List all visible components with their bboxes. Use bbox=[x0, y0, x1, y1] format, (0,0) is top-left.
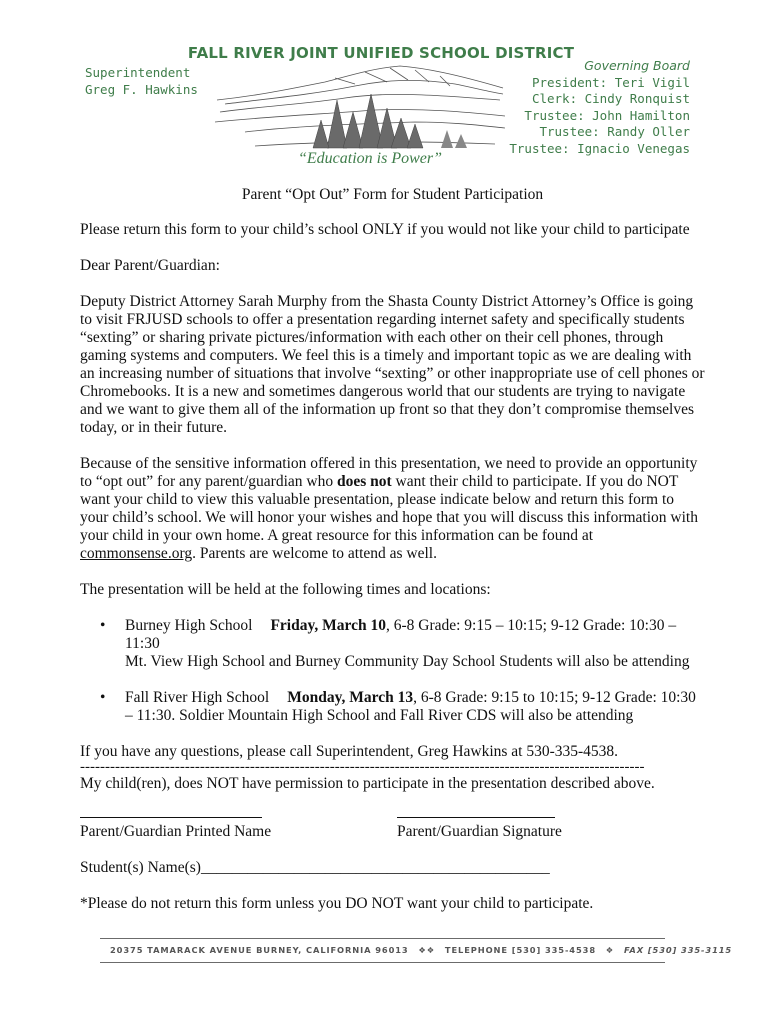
bullet: • bbox=[100, 617, 106, 634]
session-date: Friday, March 10 bbox=[270, 617, 386, 634]
diamond-separator-icon: ❖❖ bbox=[418, 945, 436, 955]
salutation: Dear Parent/Guardian: bbox=[80, 257, 220, 274]
students-name-line[interactable]: _____________________________________________ bbox=[200, 859, 550, 876]
footer-rule-bottom bbox=[100, 962, 665, 963]
signature-row bbox=[80, 803, 705, 855]
mountain-illustration bbox=[215, 60, 505, 157]
district-name: FALL RIVER JOINT UNIFIED SCHOOL DISTRICT bbox=[187, 44, 575, 62]
session-burney bbox=[80, 617, 705, 671]
paragraph-opt-out bbox=[80, 455, 705, 563]
paragraph-opt-out-text: Because of the sensitive information offered in this presentation, we need to provide an opportunity to “opt out” for any parent/guardian who bbox=[80, 455, 698, 490]
printed-name-line[interactable] bbox=[80, 817, 262, 818]
students-names-row bbox=[80, 859, 705, 877]
session-times: , 6-8 Grade: 9:15 to 10:15; 9-12 Grade: 10:30 – 11:30. Soldier Mountain High School and Fall River CDS will also be attending bbox=[125, 689, 696, 724]
locations-intro: The presentation will be held at the following times and locations: bbox=[80, 581, 491, 598]
board-member: Clerk: Cindy Ronquist bbox=[531, 91, 690, 106]
governing-board bbox=[509, 58, 690, 157]
superintendent-block bbox=[85, 64, 198, 98]
school-name: Burney High School bbox=[125, 617, 253, 634]
footer-fax: FAX [530] 335-3115 bbox=[623, 945, 733, 955]
superintendent-name: Greg F. Hawkins bbox=[85, 82, 198, 97]
board-member: Trustee: Randy Oller bbox=[539, 124, 690, 139]
footer-telephone: TELEPHONE [530] 335-4538 bbox=[444, 945, 596, 955]
footer-address: 20375 TAMARACK AVENUE BURNEY, CALIFORNIA 96013 bbox=[110, 945, 409, 955]
session-list bbox=[80, 617, 705, 725]
paragraph-opt-out-text: want their child to participate. If you do NOT want your child to view this valuable presentation, please indicate below and return this form to your child’s school. We will honor your wishes and hope that you will discuss this information with your child in your own home. A great resource for this information can be found at bbox=[80, 473, 698, 544]
signature-label: Parent/Guardian Signature bbox=[397, 823, 562, 840]
footer bbox=[100, 938, 733, 968]
board-member: Trustee: John Hamilton bbox=[524, 107, 690, 123]
form-body bbox=[80, 186, 705, 913]
session-times: , 6-8 Grade: 9:15 – 10:15; 9-12 Grade: 10:30 – 11:30 bbox=[125, 617, 677, 652]
instruction: Please return this form to your child’s school ONLY if you would not like your child to participate bbox=[80, 221, 690, 238]
board-member: Trustee: Ignacio Venegas bbox=[509, 140, 690, 156]
session-note: Mt. View High School and Burney Community Day School Students will also be attending bbox=[125, 653, 690, 670]
board-title: Governing Board bbox=[584, 58, 690, 73]
printed-name-label: Parent/Guardian Printed Name bbox=[80, 823, 272, 840]
school-name: Fall River High School bbox=[125, 689, 270, 706]
questions-line: If you have any questions, please call Superintendent, Greg Hawkins at 530-335-4538. bbox=[80, 743, 619, 760]
signature-line[interactable] bbox=[397, 817, 555, 818]
students-label: Student(s) Name(s) bbox=[80, 859, 201, 876]
paragraph-intro: Deputy District Attorney Sarah Murphy from the Shasta County District Attorney’s Office is going to visit FRJUSD schools to offer a presentation regarding internet safety and specifically students “sexting” or sharing private pictures/information with each other on their cell phones, through gaming systems and computers. We feel this is a timely and important topic as we are dealing with an increasing number of situations that involve “sexting” or other inappropriate use of cell phones or Chromebooks. It is a new and sometimes dangerous world that our students are trying to navigate and we want to give them all of the information up front so that they don’t compromise themselves today, or in their future. bbox=[80, 293, 705, 436]
does-not-emphasis: does not bbox=[336, 473, 392, 490]
footer-contact bbox=[110, 945, 733, 955]
form-title: Parent “Opt Out” Form for Student Participation bbox=[241, 186, 544, 203]
diamond-separator-icon: ❖ bbox=[605, 945, 615, 955]
board-member: President: Teri Vigil bbox=[531, 74, 690, 90]
session-fall-river bbox=[80, 689, 705, 725]
commonsense-link[interactable]: commonsense.org bbox=[80, 545, 193, 562]
session-date: Monday, March 13 bbox=[287, 689, 414, 706]
motto: “Education is Power” bbox=[297, 150, 442, 167]
superintendent-title: Superintendent bbox=[85, 65, 191, 80]
final-note: *Please do not return this form unless you DO NOT want your child to participate. bbox=[80, 895, 594, 912]
footer-rule-top bbox=[100, 938, 665, 939]
no-permission-statement: My child(ren), does NOT have permission to participate in the presentation described above. bbox=[80, 775, 655, 792]
paragraph-opt-out-text: . Parents are welcome to attend as well. bbox=[192, 545, 437, 562]
bullet: • bbox=[100, 689, 106, 706]
cut-line: ----------------------------------------------------------------------------------------------------------------- bbox=[80, 761, 645, 775]
mountain-trees-sketch bbox=[215, 60, 505, 152]
